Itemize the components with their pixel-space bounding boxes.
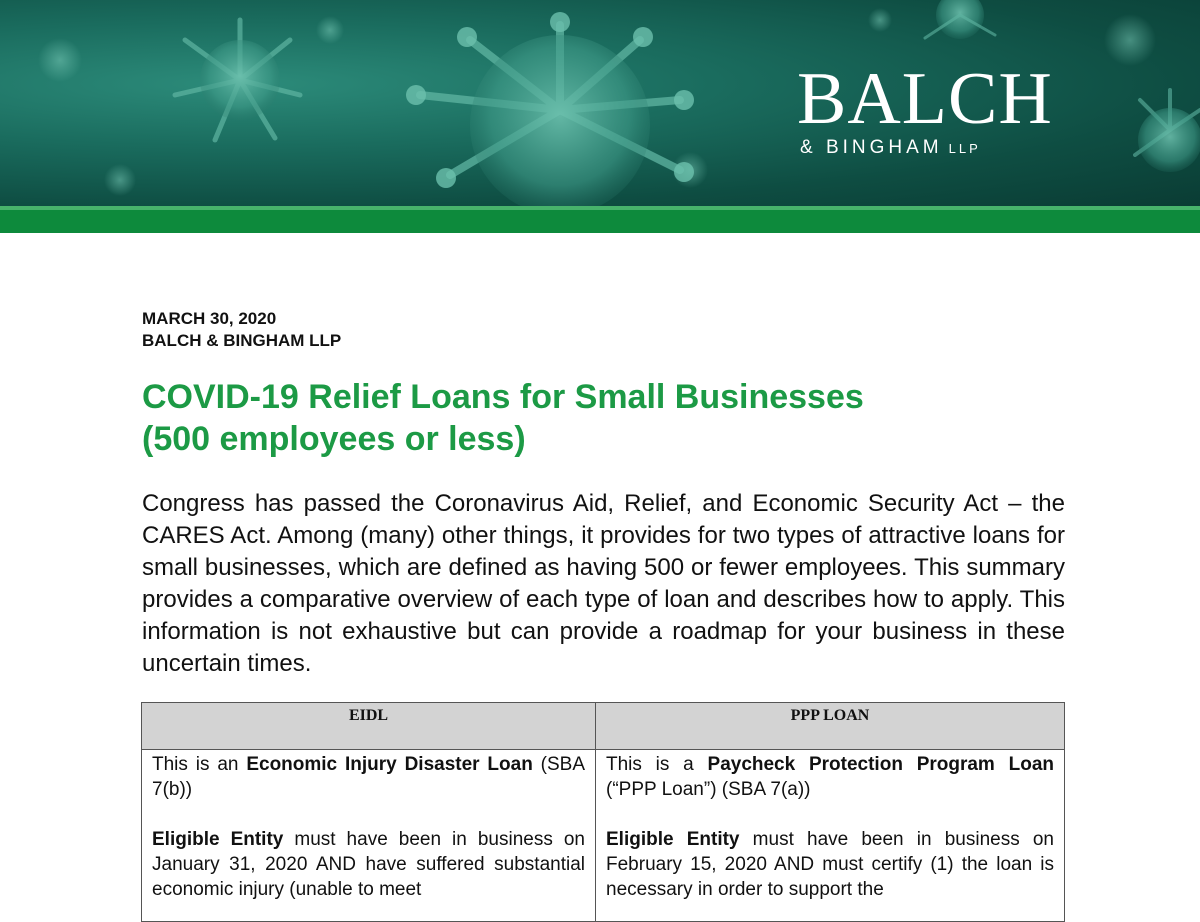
comparison-table (141, 702, 1065, 922)
table-header-eidl: EIDL (142, 703, 595, 750)
table-column-eidl (142, 703, 596, 921)
logo-text: BALCH (797, 58, 1053, 140)
intro-paragraph: Congress has passed the Coronavirus Aid, Relief, and Economic Security Act – the CARES Act. Among (many) other things, it provides for two types of attractive loans for small businesses, which are defined as having 500 or fewer employees. This summary provides a comparative overview of each type of loan and describes how to apply. This information is not exhaustive but can provide a roadmap for your business in these uncertain times. (142, 490, 1065, 677)
banner-green-strip (0, 206, 1200, 233)
document-date: MARCH 30, 2020 (142, 309, 277, 328)
eidl-def-post: (SBA 7(b)) (152, 754, 585, 800)
title-line-1: COVID-19 Relief Loans for Small Businesses (142, 378, 864, 416)
table-column-ppp (596, 703, 1064, 921)
ppp-elig-text: must have been in business on February 15, 2020 AND must certify (1) the loan is necessary in order to support the (606, 829, 1055, 900)
logo-subtext (800, 138, 981, 157)
ppp-def-post: (“PPP Loan”) (SBA 7(a)) (606, 779, 811, 800)
table-cell-ppp (596, 752, 1064, 902)
eidl-definition (152, 752, 585, 802)
ppp-definition (606, 752, 1054, 802)
ppp-def-bold: Paycheck Protection Program Loan (707, 754, 1054, 775)
title-line-2: (500 employees or less) (142, 420, 526, 458)
document-firm: BALCH & BINGHAM LLP (142, 331, 342, 350)
eidl-elig-bold: Eligible Entity (152, 829, 284, 850)
eidl-def-bold: Economic Injury Disaster Loan (246, 754, 533, 775)
ppp-def-pre: This is a (606, 754, 708, 775)
table-header-ppp: PPP LOAN (596, 703, 1064, 750)
header-banner (0, 0, 1200, 210)
eidl-elig-text: must have been in business on January 31, 2020 AND have suffered substantial economic injury (unable to meet (152, 829, 585, 900)
table-cell-eidl (142, 752, 595, 902)
logo-sub-name: & BINGHAM (800, 137, 943, 158)
ppp-elig-bold: Eligible Entity (606, 829, 740, 850)
eidl-eligibility (152, 827, 585, 902)
page-title (142, 376, 1102, 460)
logo-llp: LLP (948, 141, 981, 156)
ppp-eligibility (606, 827, 1054, 902)
eidl-def-pre: This is an (152, 754, 247, 775)
